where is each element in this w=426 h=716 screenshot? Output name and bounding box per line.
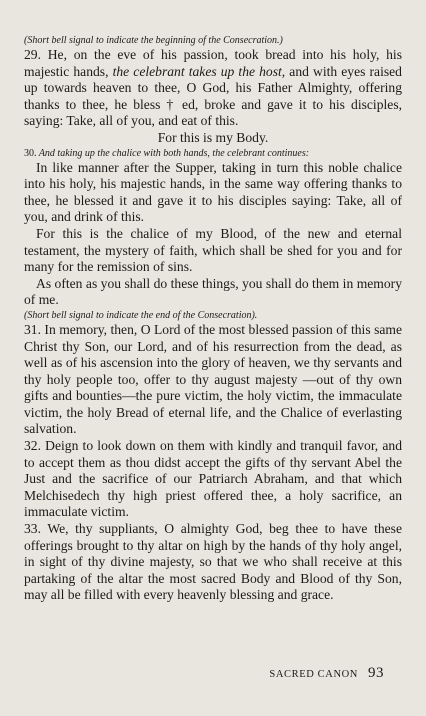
- paragraph-29-lead: 29. He, on the eve of his passion, took bread into his holy, his majestic hands,: [24, 47, 402, 79]
- page-footer: [269, 665, 384, 682]
- paragraph-chalice: In like manner after the Supper, taking in turn this noble chalice into his holy, his majestic hands, in the same way offering thanks to thee, he blessed it and gave it to his disciples saying: Take, all of you, and drink of this.: [24, 159, 402, 225]
- running-title: SACRED CANON: [269, 669, 358, 680]
- paragraph-32: 32. Deign to look down on them with kindly and tranquil favor, and to accept them as thou didst accept the gifts of thy servant Abel the Just and the sacrifice of our Patriarch Abraham, and that which Melchisedech thy high priest offered thee, a holy sacrifice, an immaculate victim.: [24, 438, 402, 520]
- paragraph-30-number: 30.: [24, 147, 37, 159]
- paragraph-29-rest: ed, broke and gave it to his disciples, saying: Take, all of you, and eat of this.: [24, 96, 403, 129]
- paragraph-31: 31. In memory, then, O Lord of the most blessed passion of this same Christ thy Son, our Lord, and of his resurrection from the dead, as well as of his ascension into the glory of heaven, we thy servants and thy holy people too, offer to thy august majesty —out of thy own gifts and bounties—the pure victim, the holy victim, the immaculate victim, the holy Bread of eternal life, and the Chalice of everlasting salvation.: [24, 321, 402, 437]
- paragraph-29-mid: and with eyes raised up towards heaven to thee, O God, his Father Almighty, offering thanks to thee, he bless: [24, 63, 402, 112]
- paragraph-30-heading: [24, 147, 402, 160]
- paragraph-29-rubric: the celebrant takes up the host,: [112, 63, 286, 79]
- rubric-consecration-begin: (Short bell signal to indicate the beginning of the Consecration.): [24, 35, 283, 46]
- words-of-consecration-body: For this is my Body.: [157, 129, 269, 145]
- words-of-consecration-blood: For this is the chalice of my Blood, of the new and eternal testament, the mystery of faith, which shall be shed for you and for many for the remission of sins.: [24, 225, 402, 275]
- paragraph-29: [24, 47, 402, 130]
- paragraph-33: 33. We, thy suppliants, O almighty God, beg thee to have these offerings brought to thy altar on high by the hands of thy holy angel, in sight of thy divine majesty, so that we who shall receive at this partaking of the altar the most sacred Body and Blood of thy Son, may all be filled with every heavenly blessing and grace.: [24, 521, 402, 603]
- paragraph-memory: As often as you shall do these things, you shall do them in memory of me.: [24, 275, 402, 308]
- paragraph-30-rubric: And taking up the chalice with both hands, the celebrant continues:: [38, 147, 310, 159]
- page-number: 93: [368, 665, 384, 681]
- cross-icon: †: [166, 96, 176, 112]
- rubric-consecration-end: (Short bell signal to indicate the end of the Consecration).: [24, 309, 258, 321]
